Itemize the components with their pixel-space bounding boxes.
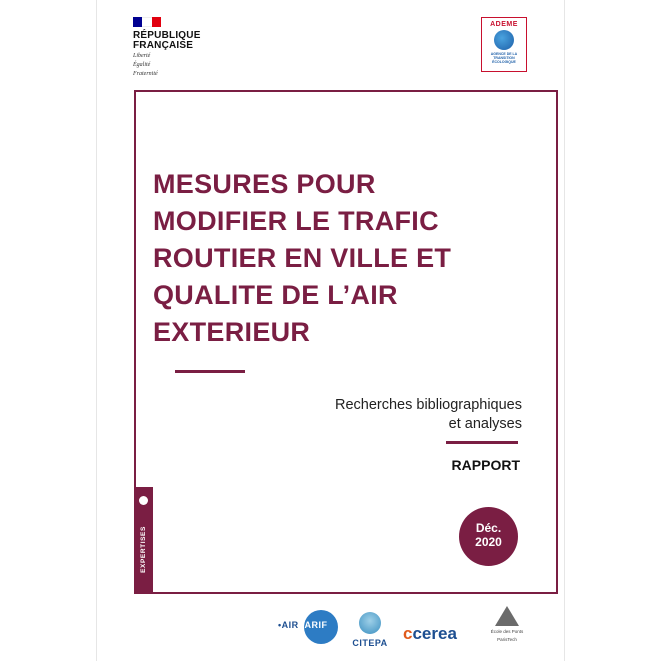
french-flag-icon bbox=[133, 17, 161, 27]
subtitle-line-1: Recherches bibliographiques bbox=[334, 397, 522, 413]
title-divider bbox=[175, 370, 245, 373]
airparif-suffix: PARIF bbox=[298, 620, 328, 630]
airparif-prefix: AIR bbox=[281, 620, 299, 630]
report-subtitle bbox=[270, 396, 522, 434]
cerea-logo bbox=[403, 624, 457, 644]
subtitle-divider bbox=[446, 441, 518, 444]
republique-line2: FRANÇAISE bbox=[133, 40, 194, 51]
title-line-1: MESURES POUR bbox=[153, 169, 376, 199]
globe-icon bbox=[494, 30, 514, 50]
motto-liberte: Liberté bbox=[133, 53, 151, 59]
title-line-5: EXTERIEUR bbox=[153, 317, 311, 347]
date-badge bbox=[459, 507, 518, 566]
title-line-2: MODIFIER LE TRAFIC bbox=[153, 206, 439, 236]
expertises-icon bbox=[139, 496, 148, 505]
ponts-line1: École des Ponts bbox=[490, 629, 524, 634]
report-title bbox=[153, 166, 483, 351]
citepa-logo bbox=[350, 612, 390, 648]
citepa-drop-icon bbox=[359, 612, 381, 634]
title-line-3: ROUTIER EN VILLE ET bbox=[153, 243, 452, 273]
ponts-triangle-icon bbox=[495, 606, 519, 626]
cover-frame-bottom bbox=[134, 592, 558, 594]
ecole-des-ponts-logo bbox=[489, 606, 525, 642]
cerea-text: cerea bbox=[412, 624, 457, 643]
title-line-4: QUALITE DE L’AIR bbox=[153, 280, 398, 310]
cover-frame-right bbox=[556, 90, 558, 594]
ademe-tagline: AGENCE DE LA TRANSITION ÉCOLOGIQUE bbox=[490, 52, 518, 64]
collection-label-wrap bbox=[134, 507, 153, 592]
cerea-mark: c bbox=[403, 624, 413, 643]
ponts-line2: ParisTech bbox=[497, 637, 517, 642]
republique-francaise-logo bbox=[133, 17, 201, 78]
subtitle-line-2: et analyses bbox=[448, 416, 522, 432]
document-type: RAPPORT bbox=[451, 457, 520, 473]
republique-line1: RÉPUBLIQUE bbox=[133, 30, 201, 41]
motto-fraternite: Fraternité bbox=[133, 71, 158, 77]
motto-egalite: Égalité bbox=[133, 62, 151, 68]
collection-label: EXPERTISES bbox=[140, 526, 148, 573]
date-month: Déc. bbox=[475, 521, 502, 535]
date-year: 2020 bbox=[475, 535, 502, 549]
citepa-text: CITEPA bbox=[352, 638, 388, 648]
ademe-logo bbox=[481, 17, 527, 72]
airparif-logo bbox=[278, 620, 328, 630]
airparif-text: •AIRPARIF bbox=[278, 620, 328, 630]
ademe-title: ADEME bbox=[490, 21, 518, 28]
